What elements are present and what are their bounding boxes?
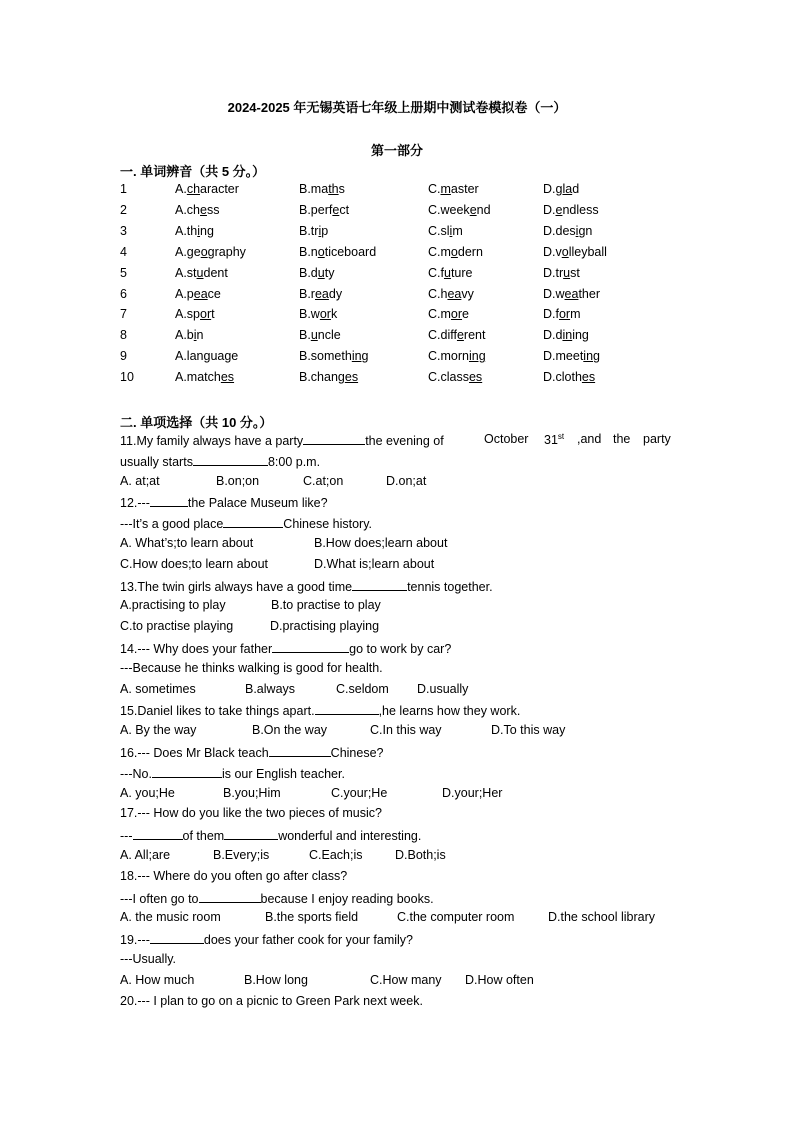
option-b[interactable]: B.uncle bbox=[299, 328, 341, 343]
phonetics-row bbox=[120, 370, 680, 390]
question-13-options-1: A.practising to play B.to practise to play bbox=[120, 598, 381, 612]
option-a[interactable]: A.geography bbox=[175, 244, 246, 259]
question-12-options-1: A. What’s;to learn about B.How does;learn about bbox=[120, 536, 448, 550]
answer-blank[interactable] bbox=[199, 890, 261, 903]
question-16-line-2: ---No. is our English teacher. bbox=[120, 767, 345, 781]
option-b[interactable]: B.work bbox=[299, 307, 338, 322]
answer-blank[interactable] bbox=[269, 744, 331, 757]
question-number: 2 bbox=[120, 202, 127, 217]
option-b[interactable]: B.noticeboard bbox=[299, 244, 377, 259]
option-d[interactable]: D.endless bbox=[543, 202, 599, 217]
option-d[interactable]: D.form bbox=[543, 307, 581, 322]
option-d[interactable]: D.volleyball bbox=[543, 244, 607, 259]
question-16-options: A. you;He B.you;Him C.your;He D.your;Her bbox=[120, 786, 503, 800]
option-d[interactable]: D.meeting bbox=[543, 349, 600, 364]
question-number: 3 bbox=[120, 223, 127, 238]
option-d[interactable]: D.weather bbox=[543, 286, 600, 301]
option-c[interactable]: C.classes bbox=[428, 370, 483, 385]
question-18-options: A. the music room B.the sports field C.the computer room D.the school library bbox=[120, 910, 655, 924]
question-12-options-2: C.How does;to learn about D.What is;learn about bbox=[120, 557, 435, 571]
section-heading-2: 二. 单项选择（共 10 分。） bbox=[120, 415, 273, 430]
question-12-line-1: 12.--- the Palace Museum like? bbox=[120, 496, 328, 510]
answer-blank[interactable] bbox=[150, 931, 204, 944]
exam-page: 2024-2025 年无锡英语七年级上册期中测试卷模拟卷（一） 第一部分 一. 单词辨音（共 5 分。） 1 A.character B.maths C.master D.glad 2 A.chess B.perfect C.weekend D.endless 3 A.thing B.trip C.slim D.design 4 A.geography B.noticeboard C.modern D.volleyball 5 A.student B.duty C.future D.trust 6 A.peace B.ready C.heavy D.weather 7 A.sport B.work C.more D.form 8 A.bin B.uncle C.different D.dining 9 A.language B.something C.morning D.meeting 10 A.matches B.changes C.classes D.clothes 二. 单项选择（共 10 分。） 11.My family always have a party the evening of October 31st ,and the party usually starts 8:00 p.m. A. at;at B.on;on C.at;on D.on;at 12.--- the Palace Museum like? ---It’s a good place Chinese history. A. What’s;to learn about B.How does;learn about C.How does;to learn about D.What is;learn about 13.The twin girls always have a good time tennis together. A.practising to play B.to practise to play C.to practise playing D.practising playing 14.--- Why does your father go to work by car? ---Because he thinks walking is good for health. A. sometimes B.always C.seldom D.usually 15.Daniel likes to take things apart. ,he learns how they work. A. By the way B.On the way C.In this way D.To this way 16.--- Does Mr Black teach Chinese? ---No. is our English teacher. A. you;He B.you;Him C.your;He D.your;Her 17.--- How do you like the two pieces of music? --- of them wonderful and interesting. A. All;are B.Every;is C.Each;is D.Both;is 18.--- Where do you often go after class? ---I often go to because I enjoy reading books. A. the music room B.the sports field C.the computer room D.the school library 19.--- does your father cook for your family? ---Usually. A. How much B.How long C.How many D.How often 20.--- I plan to go on a picnic to Green Park next week. bbox=[0, 0, 794, 1123]
option-a[interactable]: A.chess bbox=[175, 202, 220, 217]
option-b[interactable]: B.duty bbox=[299, 265, 335, 280]
question-11-line-2: usually starts 8:00 p.m. bbox=[120, 455, 321, 469]
question-number: 4 bbox=[120, 244, 127, 259]
option-a[interactable]: A.character bbox=[175, 182, 239, 196]
option-c[interactable]: C.future bbox=[428, 265, 473, 280]
question-17-options: A. All;are B.Every;is C.Each;is D.Both;is bbox=[120, 848, 446, 862]
answer-blank[interactable] bbox=[193, 453, 268, 466]
question-14-options: A. sometimes B.always C.seldom D.usually bbox=[120, 682, 469, 696]
option-c[interactable]: C.more bbox=[428, 307, 469, 322]
phonetics-row bbox=[120, 266, 680, 286]
question-11-options: A. at;at B.on;on C.at;on D.on;at bbox=[120, 474, 427, 488]
question-13-options-2: C.to practise playing D.practising playing bbox=[120, 619, 380, 633]
option-c[interactable]: C.heavy bbox=[428, 286, 474, 301]
phonetics-row bbox=[120, 307, 680, 327]
option-c[interactable]: C.different bbox=[428, 328, 486, 343]
answer-blank[interactable] bbox=[133, 827, 183, 840]
answer-blank[interactable] bbox=[150, 494, 188, 507]
question-11-line-1: 11.My family always have a party the evening of bbox=[120, 434, 444, 448]
phonetics-row bbox=[120, 182, 680, 202]
question-number: 10 bbox=[120, 370, 134, 385]
phonetics-row bbox=[120, 224, 680, 244]
option-b[interactable]: B.perfect bbox=[299, 202, 350, 217]
question-15-options: A. By the way B.On the way C.In this way D.To this way bbox=[120, 723, 566, 737]
option-b[interactable]: B.changes bbox=[299, 370, 359, 385]
option-d[interactable]: D.trust bbox=[543, 265, 580, 280]
phonetics-row bbox=[120, 328, 680, 348]
option-a[interactable]: A.bin bbox=[175, 328, 204, 343]
question-number: 5 bbox=[120, 265, 127, 280]
question-18-line-1: 18.--- Where do you often go after class? bbox=[120, 869, 348, 883]
question-17-line-1: 17.--- How do you like the two pieces of music? bbox=[120, 806, 382, 820]
page-title: 2024-2025 年无锡英语七年级上册期中测试卷模拟卷（一） bbox=[227, 100, 567, 115]
option-b[interactable]: B.maths bbox=[299, 182, 345, 196]
phonetics-row bbox=[120, 287, 680, 307]
option-d[interactable]: D.design bbox=[543, 223, 593, 238]
question-15-line-1: 15.Daniel likes to take things apart. ,he learns how they work. bbox=[120, 704, 521, 718]
option-b[interactable]: B.trip bbox=[299, 223, 329, 238]
option-d[interactable]: D.glad bbox=[543, 182, 580, 196]
option-b[interactable]: B.something bbox=[299, 349, 369, 364]
option-a[interactable]: A.sport bbox=[175, 307, 215, 322]
question-number: 6 bbox=[120, 286, 127, 301]
part-title: 第一部分 bbox=[370, 143, 423, 158]
option-c[interactable]: C.slim bbox=[428, 223, 463, 238]
question-number: 1 bbox=[120, 182, 127, 196]
question-14-line-2: ---Because he thinks walking is good for health. bbox=[120, 661, 383, 675]
answer-blank[interactable] bbox=[352, 578, 407, 591]
answer-blank[interactable] bbox=[223, 515, 283, 528]
question-12-line-2: ---It’s a good place Chinese history. bbox=[120, 517, 372, 531]
phonetics-row bbox=[120, 203, 680, 223]
question-16-line-1: 16.--- Does Mr Black teach Chinese? bbox=[120, 746, 384, 760]
question-17-line-2: --- of them wonderful and interesting. bbox=[120, 829, 422, 843]
question-number: 9 bbox=[120, 349, 127, 364]
option-b[interactable]: B.ready bbox=[299, 286, 343, 301]
answer-blank[interactable] bbox=[315, 702, 379, 715]
question-18-line-2: ---I often go to because I enjoy reading books. bbox=[120, 892, 434, 906]
answer-blank[interactable] bbox=[152, 765, 222, 778]
answer-blank[interactable] bbox=[224, 827, 278, 840]
option-c[interactable]: C.master bbox=[428, 182, 479, 196]
phonetics-row bbox=[120, 349, 680, 369]
option-a[interactable]: A.peace bbox=[175, 286, 221, 301]
option-a[interactable]: A.matches bbox=[175, 370, 235, 385]
phonetics-row bbox=[120, 245, 680, 265]
question-number: 8 bbox=[120, 328, 127, 343]
question-19-line-1: 19.--- does your father cook for your family? bbox=[120, 933, 413, 947]
question-14-line-1: 14.--- Why does your father go to work by car? bbox=[120, 642, 452, 656]
option-d[interactable]: D.clothes bbox=[543, 370, 596, 385]
question-number: 7 bbox=[120, 307, 127, 322]
option-a[interactable]: A.student bbox=[175, 265, 228, 280]
question-13-line-1: 13.The twin girls always have a good time tennis together. bbox=[120, 580, 493, 594]
question-19-options: A. How much B.How long C.How many D.How often bbox=[120, 973, 534, 987]
answer-blank[interactable] bbox=[272, 640, 349, 653]
answer-blank[interactable] bbox=[303, 432, 365, 445]
option-a[interactable]: A.language bbox=[175, 349, 239, 364]
question-20-line-1: 20.--- I plan to go on a picnic to Green Park next week. bbox=[120, 994, 423, 1008]
option-c[interactable]: C.weekend bbox=[428, 202, 491, 217]
section-heading-1: 一. 单词辨音（共 5 分。） bbox=[120, 164, 266, 179]
option-c[interactable]: C.modern bbox=[428, 244, 483, 259]
option-a[interactable]: A.thing bbox=[175, 223, 214, 238]
option-d[interactable]: D.dining bbox=[543, 328, 589, 343]
question-19-line-2: ---Usually. bbox=[120, 952, 177, 966]
option-c[interactable]: C.morning bbox=[428, 349, 486, 364]
